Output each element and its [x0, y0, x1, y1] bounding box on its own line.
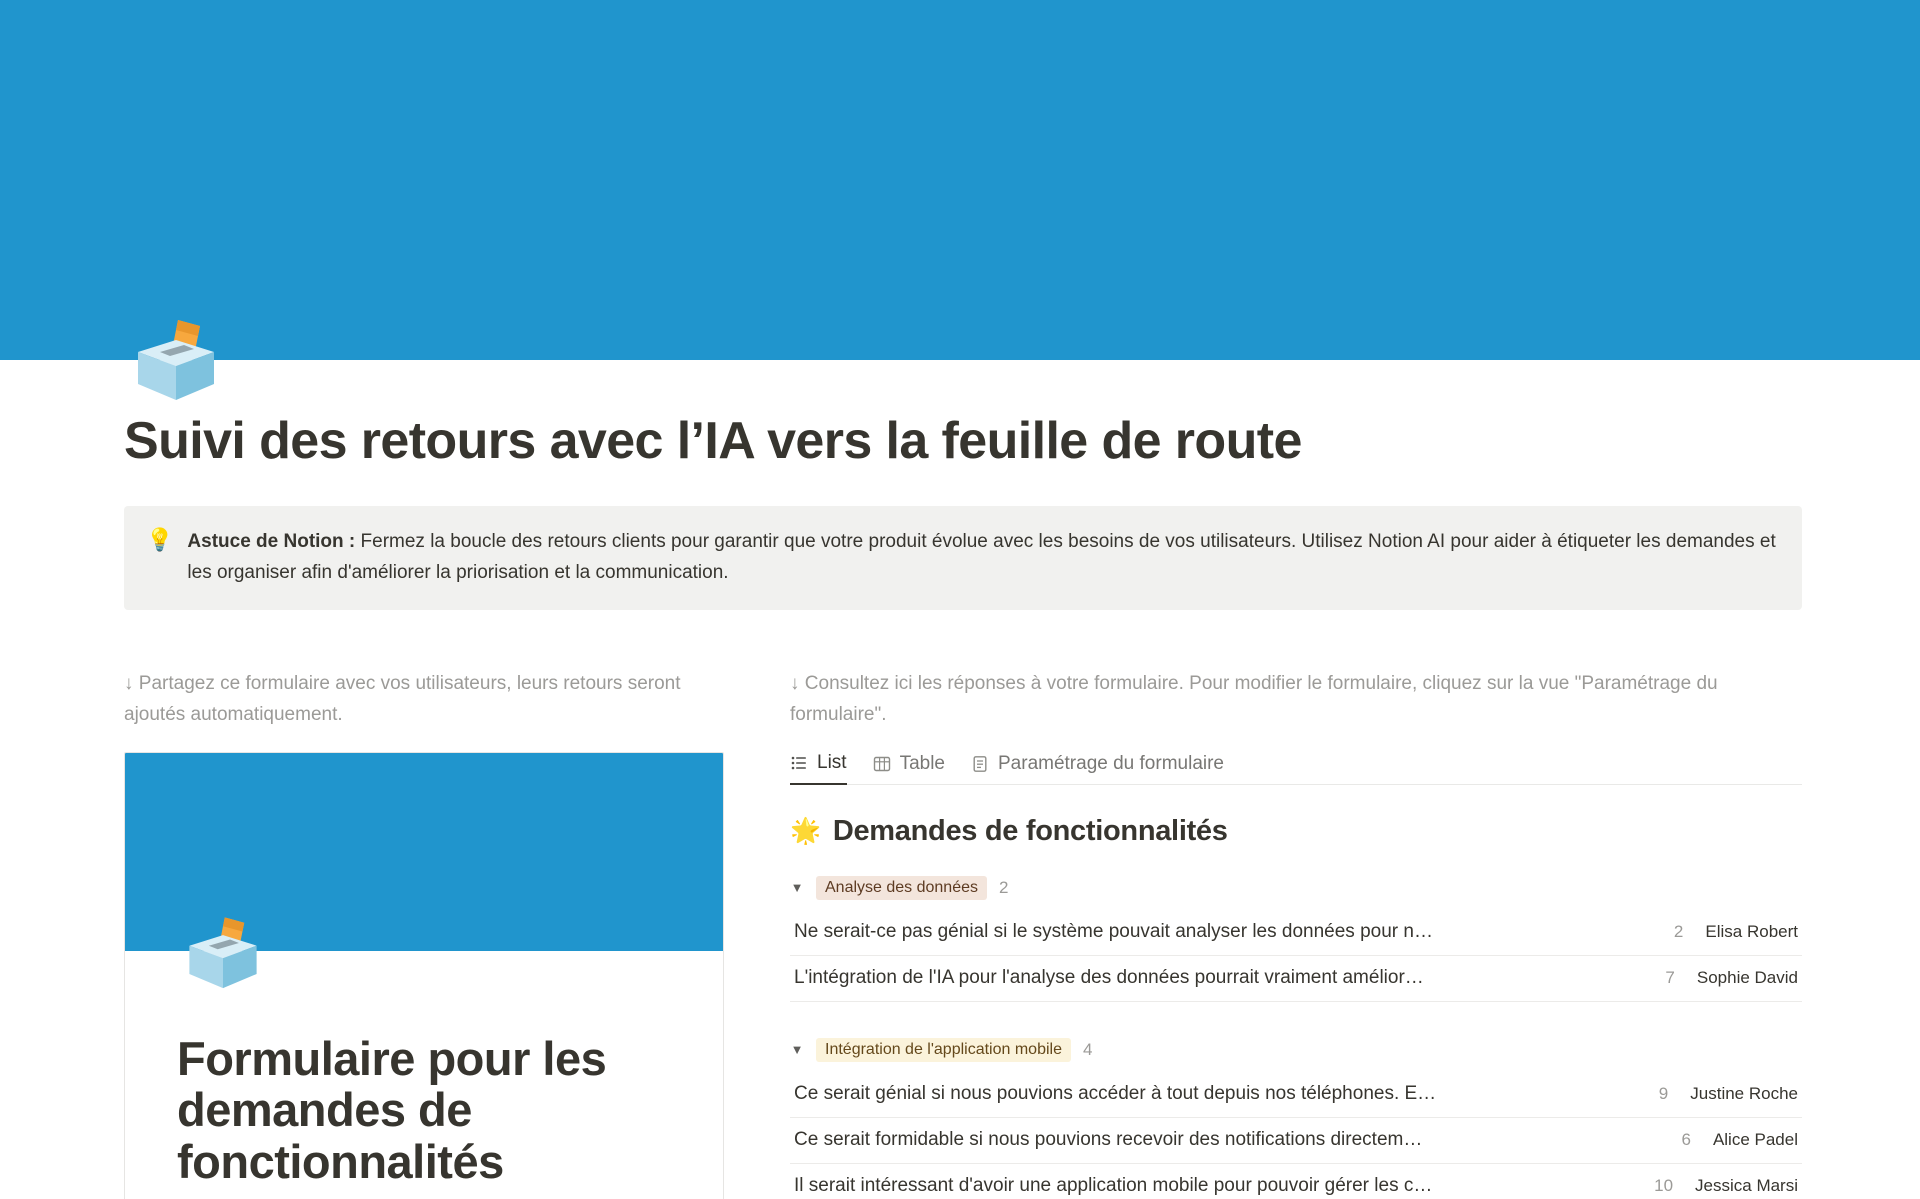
- database-title: [790, 815, 1802, 848]
- tab-table-label: Table: [899, 752, 945, 774]
- page-cover-image: [0, 0, 1920, 360]
- row-title: Il serait intéressant d'avoir une application mobile pour pouvoir gérer les c…: [794, 1174, 1433, 1196]
- ballot-box-icon: [177, 905, 269, 997]
- table-row[interactable]: [790, 1118, 1802, 1164]
- database-view-tabs: [790, 752, 1802, 785]
- two-column-layout: [124, 668, 1802, 1199]
- page-title: Suivi des retours avec l’IA vers la feuille de route: [124, 412, 1302, 470]
- callout-text: [187, 526, 1780, 588]
- row-meta: [1648, 1084, 1798, 1104]
- row-person: Alice Padel: [1712, 1129, 1798, 1149]
- row-person: Elisa Robert: [1705, 921, 1798, 941]
- table-row[interactable]: [790, 910, 1802, 956]
- row-title: Ne serait-ce pas génial si le système pouvait analyser les données pour n…: [794, 920, 1433, 942]
- tab-list-label: List: [817, 751, 847, 773]
- right-column-hint: ↓ Consultez ici les réponses à votre formulaire. Pour modifier le formulaire, cliquez sur la vue "Paramétrage du formulaire".: [790, 672, 1718, 725]
- group-integration-application-mobile: [790, 1038, 1802, 1199]
- table-row[interactable]: [790, 956, 1802, 1002]
- row-votes: 6: [1681, 1129, 1691, 1149]
- callout-block: [124, 506, 1802, 610]
- group-header[interactable]: [790, 876, 1802, 900]
- group-count: 2: [999, 877, 1009, 897]
- group-rows: [790, 1072, 1802, 1199]
- row-person: Sophie David: [1696, 967, 1798, 987]
- row-meta: [1663, 922, 1798, 942]
- form-icon: [971, 755, 989, 773]
- row-title: Ce serait génial si nous pouvions accéder à tout depuis nos téléphones. E…: [794, 1082, 1437, 1104]
- row-votes: 10: [1654, 1175, 1674, 1195]
- database-title-text: Demandes de fonctionnalités: [832, 814, 1228, 847]
- group-analyse-des-donnees: [790, 876, 1802, 1002]
- row-meta: [1653, 1176, 1798, 1196]
- ballot-box-icon[interactable]: [124, 306, 228, 410]
- row-meta: [1655, 968, 1798, 988]
- table-row[interactable]: [790, 1164, 1802, 1199]
- form-card-cover: [125, 753, 723, 951]
- group-tag: Intégration de l'application mobile: [816, 1038, 1071, 1062]
- callout-body: Fermez la boucle des retours clients pour garantir que votre produit évolue avec les besoins de vos utilisateurs. Utilisez Notion AI pour aider à étiqueter les demandes et les organiser afin d'améliorer la priorisation et la communication.: [187, 530, 1776, 583]
- row-votes: 2: [1673, 921, 1684, 941]
- row-meta: [1671, 1130, 1798, 1150]
- row-person: Justine Roche: [1690, 1083, 1798, 1103]
- star-icon: 🌟: [790, 816, 821, 845]
- row-title: L'intégration de l'IA pour l'analyse des données pourrait vraiment amélior…: [794, 966, 1424, 988]
- page-content: [124, 412, 1802, 1199]
- table-row[interactable]: [790, 1072, 1802, 1118]
- form-preview-card[interactable]: [124, 752, 724, 1199]
- row-votes: 7: [1665, 967, 1675, 987]
- chevron-down-icon[interactable]: ▼: [790, 880, 804, 896]
- callout-label: Astuce de Notion :: [187, 530, 356, 552]
- row-person: Jessica Marsi: [1695, 1175, 1798, 1195]
- group-header[interactable]: [790, 1038, 1802, 1062]
- tab-form-settings[interactable]: [971, 753, 1224, 784]
- tab-form-settings-label: Paramétrage du formulaire: [998, 752, 1224, 774]
- chevron-down-icon[interactable]: ▼: [790, 1042, 804, 1058]
- group-count: 4: [1082, 1039, 1093, 1059]
- group-rows: [790, 910, 1802, 1002]
- group-tag: Analyse des données: [816, 876, 987, 900]
- left-column-hint: ↓ Partagez ce formulaire avec vos utilisateurs, leurs retours seront ajoutés automatiquement.: [124, 672, 681, 725]
- table-icon: [873, 755, 891, 773]
- left-column: [124, 668, 724, 1199]
- tab-table[interactable]: [873, 753, 945, 784]
- lightbulb-icon: 💡: [146, 526, 174, 552]
- tab-list[interactable]: [790, 752, 847, 785]
- list-icon: [790, 754, 808, 772]
- form-card-title: Formulaire pour les demandes de fonctionnalités: [177, 1031, 607, 1189]
- row-title: Ce serait formidable si nous pouvions recevoir des notifications directem…: [794, 1128, 1423, 1150]
- right-column: [790, 668, 1802, 1199]
- row-votes: 9: [1658, 1083, 1669, 1103]
